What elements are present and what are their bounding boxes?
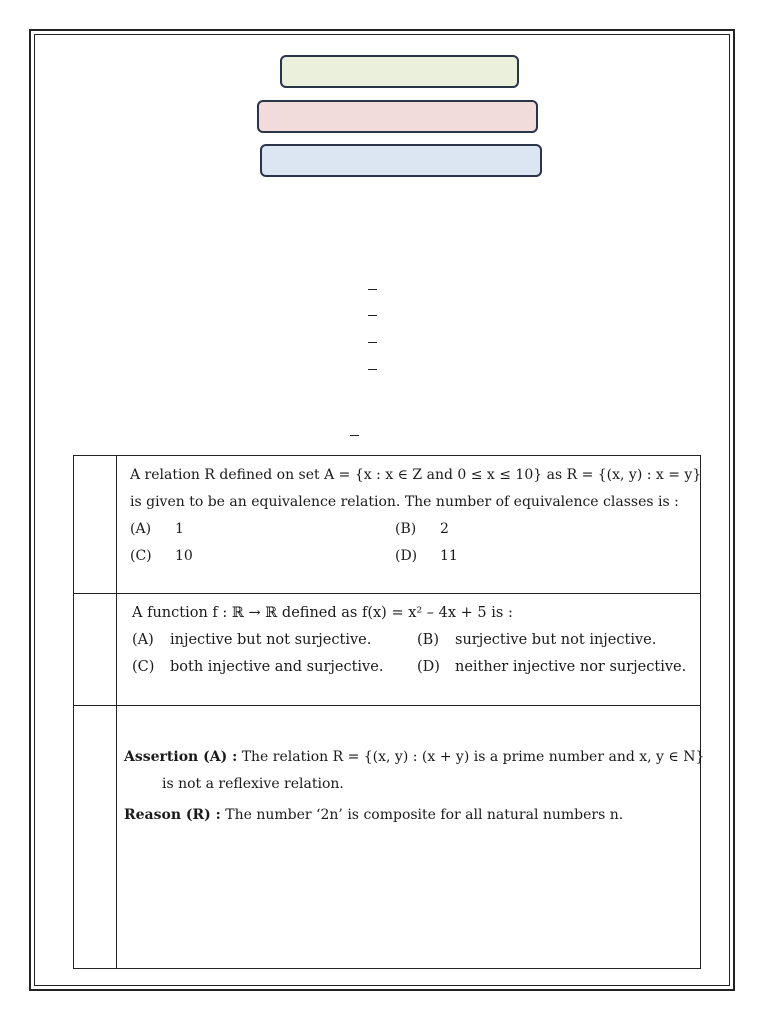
question-1-option-d: (D) 11 (395, 548, 458, 564)
question-2 (130, 600, 690, 681)
question-1 (130, 462, 702, 570)
question-2-stem: A function f : ℝ → ℝ defined as f(x) = x² – 4x + 5 is : (132, 605, 513, 621)
question-1-option-c: (C) 10 (130, 548, 193, 564)
header-box-1 (280, 55, 519, 88)
number-column-divider (116, 456, 117, 968)
header-box-2 (257, 100, 538, 133)
question-table (73, 455, 705, 969)
row-divider-1 (74, 593, 700, 594)
question-1-stem-line-2: is given to be an equivalence relation. The number of equivalence classes is : (130, 494, 679, 510)
question-3-assertion (124, 744, 705, 771)
instruction-dash-2 (368, 315, 377, 316)
instruction-dash-3 (368, 342, 377, 343)
assertion-text-continued: is not a reflexive relation. (162, 776, 344, 792)
header-box-3 (260, 144, 542, 177)
instruction-dash-4 (368, 369, 377, 370)
question-3-reason (124, 802, 690, 829)
question-2-option-a: (A) injective but not surjective. (132, 632, 372, 648)
assertion-label: Assertion (A) : (124, 749, 238, 765)
question-1-stem-line-1: A relation R defined on set A = {x : x ∈ Z and 0 ≤ x ≤ 10} as R = {(x, y) : x = y} (130, 467, 702, 483)
row-divider-2 (74, 705, 700, 706)
reason-label: Reason (R) : (124, 807, 221, 823)
question-1-option-a: (A) 1 (130, 521, 184, 537)
section-marker-dash (350, 435, 359, 436)
question-2-option-d: (D) neither injective nor surjective. (417, 659, 687, 675)
assertion-text: The relation R = {(x, y) : (x + y) is a prime number and x, y ∈ N} (241, 749, 705, 765)
question-2-option-b: (B) surjective but not injective. (417, 632, 657, 648)
question-2-option-c: (C) both injective and surjective. (132, 659, 384, 675)
question-3 (124, 744, 705, 829)
reason-text: The number ‘2n’ is composite for all natural numbers n. (225, 807, 624, 823)
question-1-option-b: (B) 2 (395, 521, 449, 537)
instruction-dash-1 (368, 289, 377, 290)
